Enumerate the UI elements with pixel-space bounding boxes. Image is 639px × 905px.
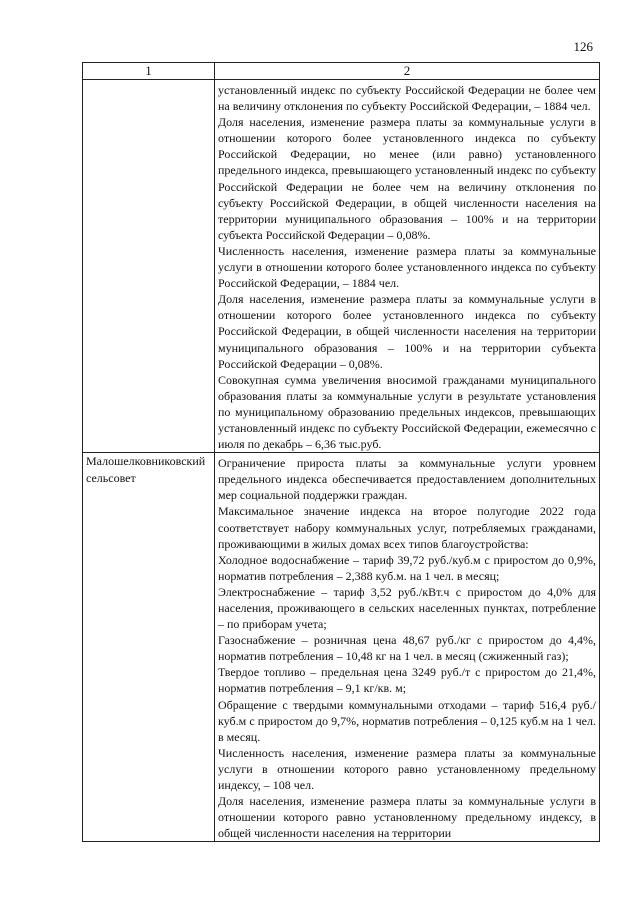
paragraph: Доля населения, изменение размера платы за коммунальные услуги в отношении которого равно установленному предельному индексу, в общей численности населения на территории (218, 794, 596, 841)
paragraph: Твердое топливо – предельная цена 3249 руб./т с приростом до 21,4%, норматив потребления – 9,1 кг/кв. м; (218, 665, 596, 696)
paragraph: Обращение с твердыми коммунальными отходами – тариф 516,4 руб./куб.м с приростом до 9,7%, норматив потребления – 0,125 куб.м на 1 чел. в месяц. (218, 697, 596, 744)
paragraph: Численность населения, изменение размера платы за коммунальные услуги в отношении которого более установленного индекса по субъекту Российской Федерации, – 1884 чел. (218, 243, 596, 291)
document-table (82, 62, 600, 842)
page-number: 126 (573, 39, 593, 54)
municipality-name-cell (83, 80, 215, 453)
paragraph: Численность населения, изменение размера платы за коммунальные услуги в отношении которого равно установленному предельному индексу, – 108 чел. (218, 745, 596, 793)
paragraph: Максимальное значение индекса на второе полугодие 2022 года соответствует набору коммунальных услуг, потребляемых гражданами, проживающими в жилых домах всех типов благоустройства: (218, 504, 596, 551)
paragraph: Ограничение прироста платы за коммунальные услуги уровнем предельного индекса обеспечивается предоставлением дополнительных мер социальной поддержки граждан. (218, 456, 596, 503)
table-header-row (83, 63, 600, 80)
paragraph: Газоснабжение – розничная цена 48,67 руб./кг с приростом до 4,4%, норматив потребления – 10,48 кг на 1 чел. в месяц (сжиженный газ); (218, 633, 596, 664)
municipality-name-cell: Малошелковниковский сельсовет (83, 453, 215, 842)
paragraph: Электроснабжение – тариф 3,52 руб./кВт.ч с приростом до 4,0% для населения, проживающего в сельских населенных пунктах, потребление – по приборам учета; (218, 584, 596, 632)
description-cell (215, 453, 600, 842)
description-cell (215, 80, 600, 453)
paragraph: Доля населения, изменение размера платы за коммунальные услуги в отношении которого более установленного индекса по субъекту Российской Федерации, в общей численности населения на территории муниципального образования – 100% и на территории субъекта Российской Федерации – 0,08%. (218, 292, 596, 371)
column-header-1: 1 (83, 63, 215, 80)
paragraph: установленный индекс по субъекту Российской Федерации не более чем на величину отклонения по субъекту Российской Федерации, – 1884 чел. (218, 83, 596, 114)
paragraph: Доля населения, изменение размера платы за коммунальные услуги в отношении которого более установленного индекса по субъекту Российской Федерации, но менее (или равно) установленного предельного индекса, превышающего установленный индекс по субъекту Российской Федерации не более чем на величину отклонения по субъекту Российской Федерации, в общей численности населения на территории муниципального образования – 100% и на территории субъекта Российской Федерации – 0,08%. (218, 115, 596, 242)
table-row (83, 80, 600, 453)
column-header-2: 2 (215, 63, 600, 80)
table-row (83, 453, 600, 842)
paragraph: Холодное водоснабжение – тариф 39,72 руб./куб.м с приростом до 0,9%, норматив потребления – 2,388 куб.м. на 1 чел. в месяц; (218, 552, 596, 583)
paragraph: Совокупная сумма увеличения вносимой гражданами муниципального образования платы за коммунальные услуги в результате установления по муниципальному образованию предельных индексов, превышающих установленный индекс по субъекту Российской Федерации, ежемесячно с июля по декабрь – 6,36 тыс.руб. (218, 372, 596, 452)
